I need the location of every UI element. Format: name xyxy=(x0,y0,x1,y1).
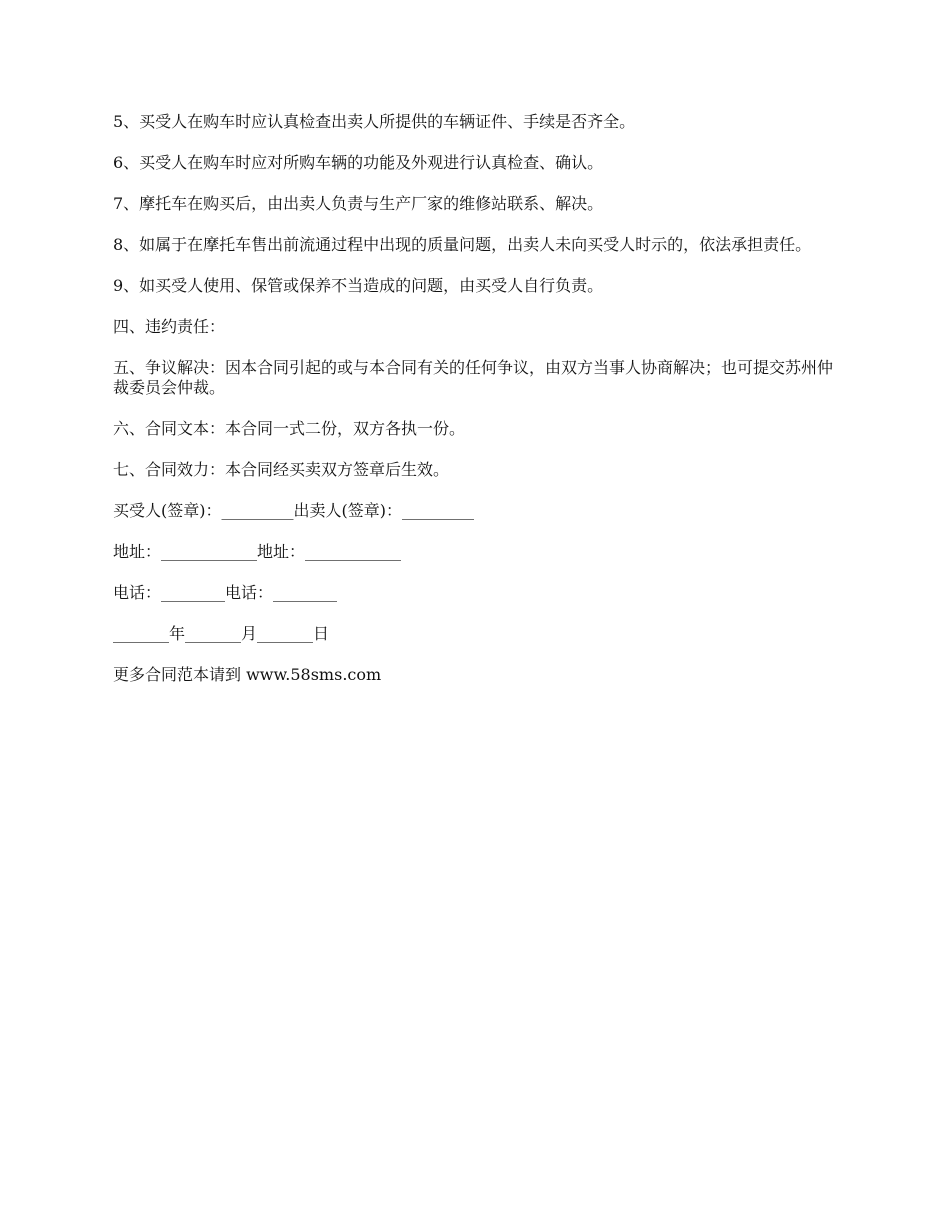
phone-line: 电话：________电话：________ xyxy=(113,583,338,602)
section-dispute-resolution: 五、争议解决：因本合同引起的或与本合同有关的任何争议，由双方当事人协商解决；也可提交苏州仲裁委员会仲裁。 xyxy=(113,358,834,397)
address-line: 地址：____________地址：____________ xyxy=(113,542,402,561)
document-page xyxy=(113,112,843,706)
section-contract-validity: 七、合同效力：本合同经买卖双方签章后生效。 xyxy=(113,460,450,479)
clause-9: 9、如买受人使用、保管或保养不当造成的问题，由买受人自行负责。 xyxy=(113,276,604,295)
footer-line: 更多合同范本请到 www.58sms.com xyxy=(113,665,382,684)
clause-5: 5、买受人在购车时应认真检查出卖人所提供的车辆证件、手续是否齐全。 xyxy=(113,112,636,131)
clause-6: 6、买受人在购车时应对所购车辆的功能及外观进行认真检查、确认。 xyxy=(113,153,604,172)
clause-8: 8、如属于在摩托车售出前流通过程中出现的质量问题，出卖人未向买受人时示的，依法承担责任。 xyxy=(113,235,812,254)
section-contract-copies: 六、合同文本：本合同一式二份，双方各执一份。 xyxy=(113,419,466,438)
clause-7: 7、摩托车在购买后，由出卖人负责与生产厂家的维修站联系、解决。 xyxy=(113,194,604,213)
signature-line: 买受人(签章)：_________出卖人(签章)：_________ xyxy=(113,501,474,520)
date-line: _______年_______月_______日 xyxy=(113,624,330,643)
section-breach-liability: 四、违约责任： xyxy=(113,317,226,336)
